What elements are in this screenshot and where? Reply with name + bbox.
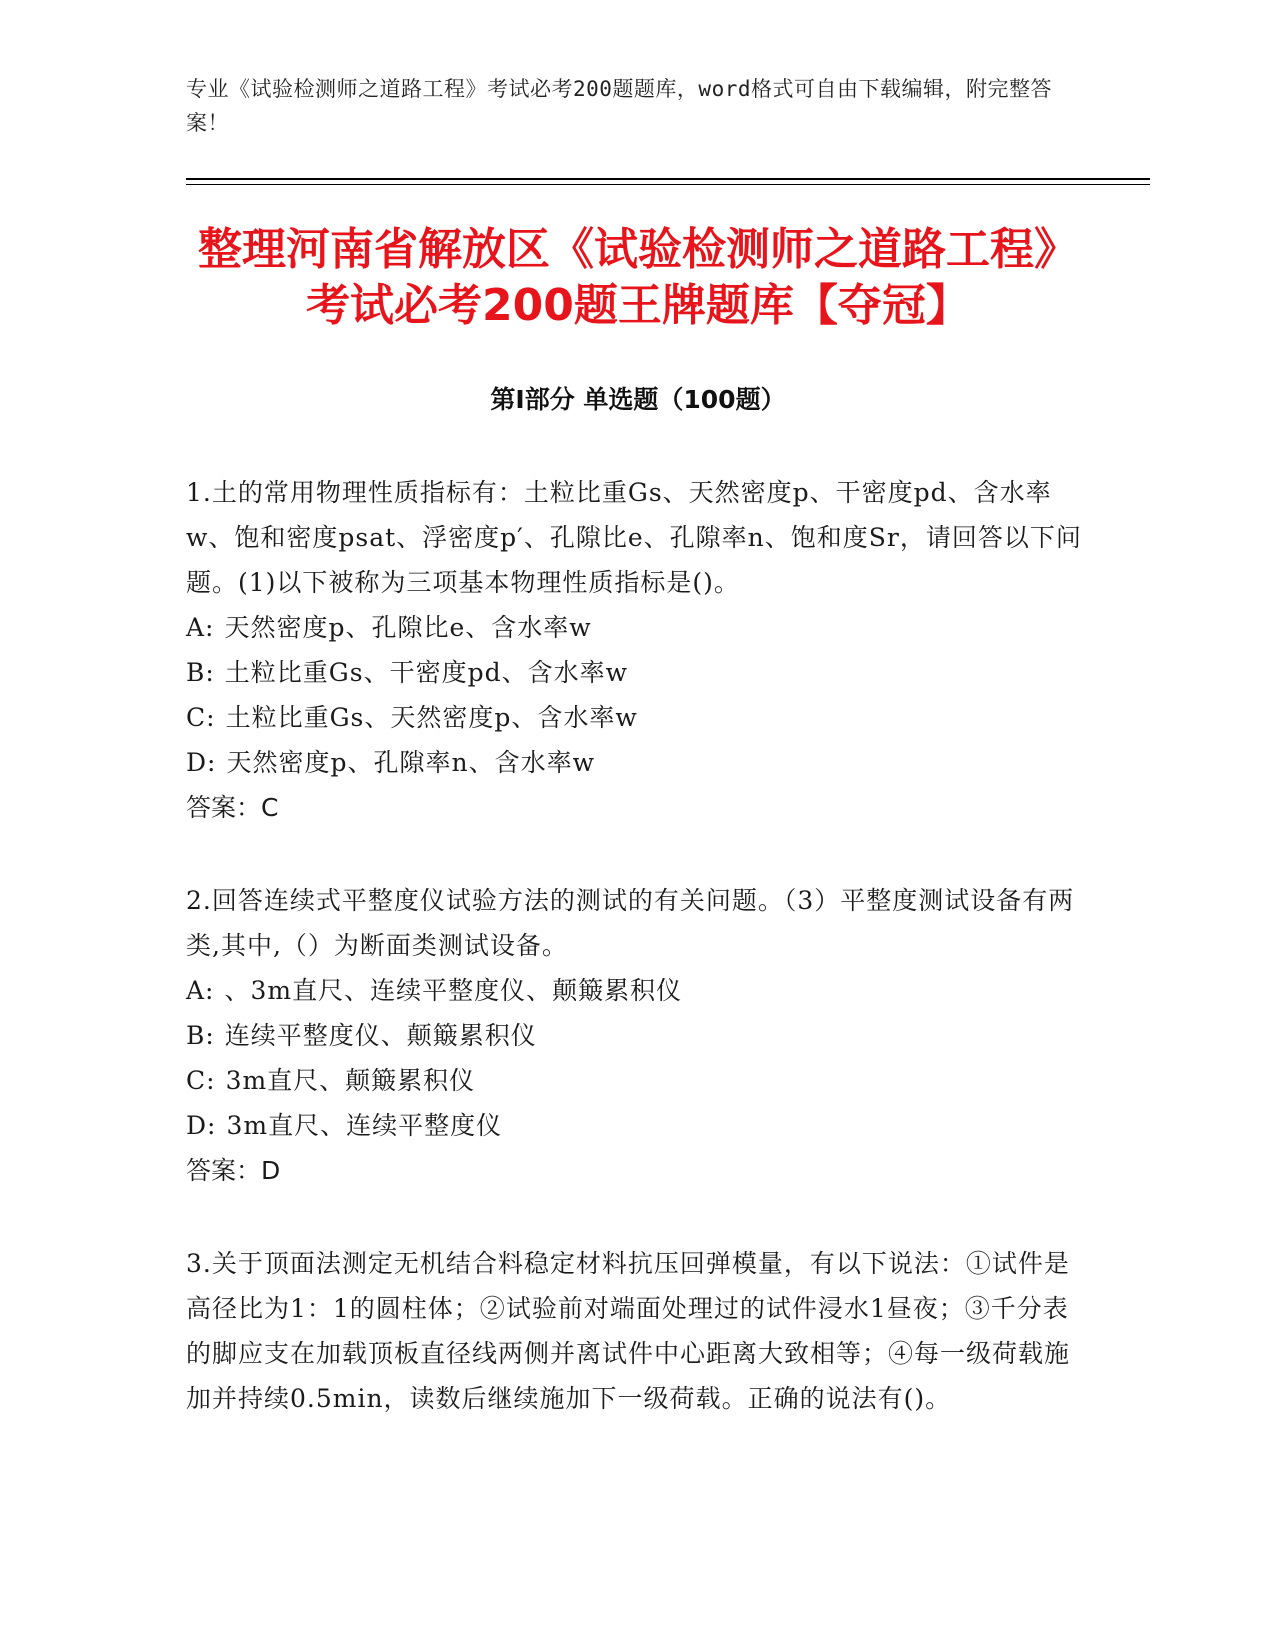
question-option bbox=[186, 650, 1086, 695]
question-list bbox=[186, 470, 1086, 1469]
question-option bbox=[186, 740, 1086, 785]
section-title: 第I部分 单选题（100题） bbox=[490, 385, 786, 414]
option-text: 土粒比重Gs、干密度pd、含水率w bbox=[224, 658, 629, 687]
question-option bbox=[186, 1013, 1086, 1058]
option-key: D: bbox=[186, 748, 217, 777]
question-stem: 3.关于顶面法测定无机结合料稳定材料抗压回弹模量，有以下说法：①试件是高径比为1：1的圆柱体；②试验前对端面处理过的试件浸水1昼夜；③千分表的脚应支在加载顶板直径线两侧并离试件中心距离大致相等；④每一级荷载施加并持续0.5min，读数后继续施加下一级荷载。正确的说法有()。 bbox=[186, 1249, 1071, 1413]
option-key: A: bbox=[186, 976, 215, 1005]
header-divider-thick bbox=[186, 178, 1150, 180]
option-text: 3m直尺、连续平整度仪 bbox=[226, 1111, 503, 1140]
option-text: 天然密度p、孔隙率n、含水率w bbox=[226, 748, 595, 777]
option-text: 连续平整度仪、颠簸累积仪 bbox=[224, 1021, 537, 1050]
option-key: B: bbox=[186, 1021, 215, 1050]
question-option bbox=[186, 968, 1086, 1013]
question-option bbox=[186, 695, 1086, 740]
option-key: B: bbox=[186, 658, 215, 687]
option-key: A: bbox=[186, 613, 215, 642]
option-key: C: bbox=[186, 703, 216, 732]
question-option bbox=[186, 1058, 1086, 1103]
header-note: 专业《试验检测师之道路工程》考试必考200题题库，word格式可自由下载编辑，附完整答案！ bbox=[186, 77, 1052, 135]
question-answer: 答案：D bbox=[186, 1156, 281, 1185]
question-stem: 2.回答连续式平整度仪试验方法的测试的有关问题。（3）平整度测试设备有两类,其中,（）为断面类测试设备。 bbox=[186, 886, 1075, 960]
option-text: 天然密度p、孔隙比e、含水率w bbox=[224, 613, 592, 642]
header-divider-thin bbox=[186, 184, 1150, 185]
document-title: 整理河南省解放区《试验检测师之道路工程》考试必考200题王牌题库【夺冠】 bbox=[198, 224, 1078, 331]
question-option bbox=[186, 605, 1086, 650]
option-text: 、3m直尺、连续平整度仪、颠簸累积仪 bbox=[224, 976, 683, 1005]
question-stem: 1.土的常用物理性质指标有：土粒比重Gs、天然密度p、干密度pd、含水率w、饱和密度psat、浮密度p′、孔隙比e、孔隙率n、饱和度Sr，请回答以下问题。(1)以下被称为三项基本物理性质指标是()。 bbox=[186, 478, 1082, 597]
option-text: 3m直尺、颠簸累积仪 bbox=[225, 1066, 476, 1095]
option-key: D: bbox=[186, 1111, 217, 1140]
question-item bbox=[186, 878, 1086, 1193]
question-option bbox=[186, 1103, 1086, 1148]
question-answer: 答案：C bbox=[186, 793, 279, 822]
option-text: 土粒比重Gs、天然密度p、含水率w bbox=[225, 703, 638, 732]
question-item bbox=[186, 1241, 1086, 1421]
question-item bbox=[186, 470, 1086, 830]
option-key: C: bbox=[186, 1066, 216, 1095]
